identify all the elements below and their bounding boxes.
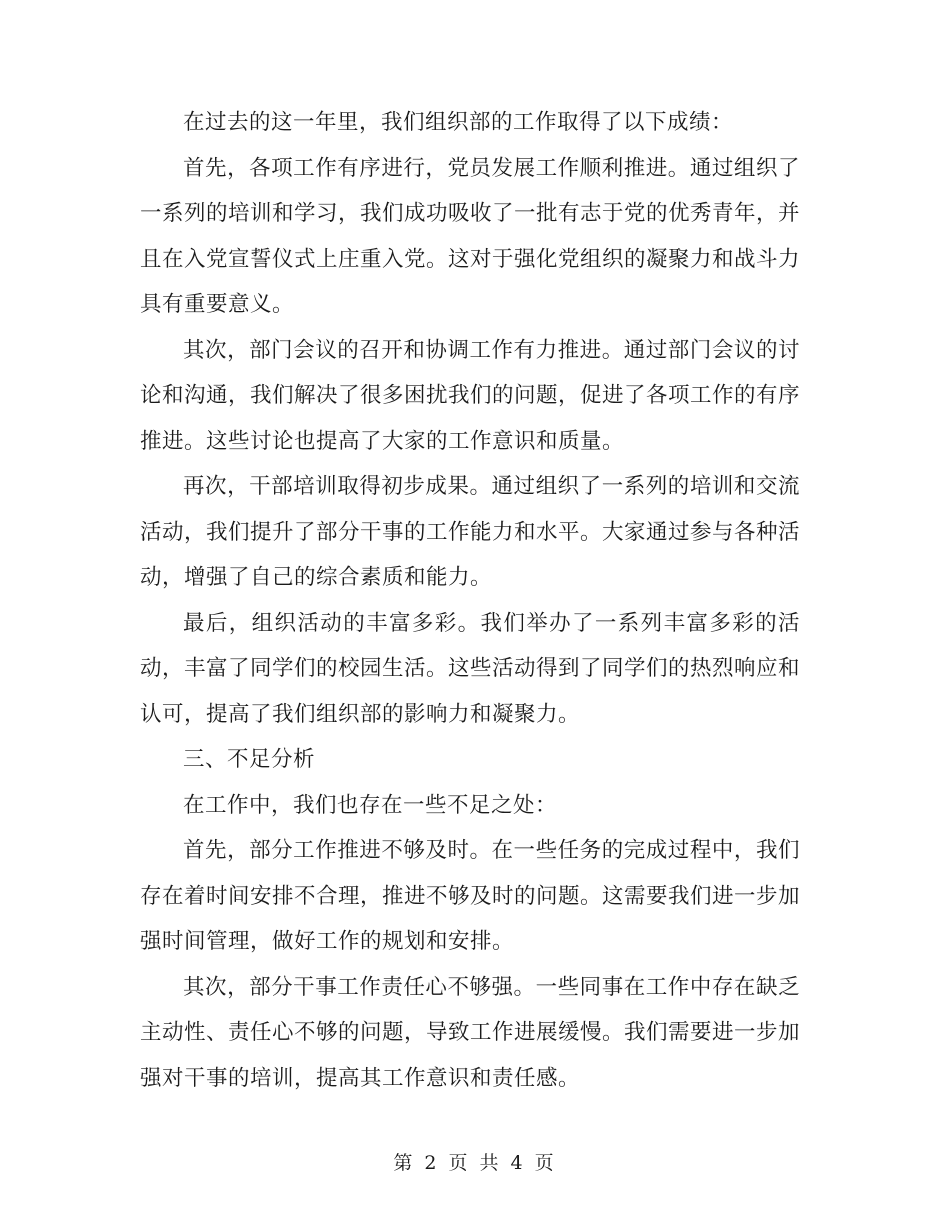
paragraph-intro: 在过去的这一年里，我们组织部的工作取得了以下成绩： [183,110,734,135]
paragraph-shortcomings-intro: 在工作中，我们也存在一些不足之处： [183,792,558,818]
paragraph-second-achievement: 其次，部门会议的召开和协调工作有力推进。通过部门会议的讨论和沟通，我们解决了很多困扰我们的问题，促进了各项工作的有序推进。这些讨论也提高了大家的工作意识和质量。 [140,337,801,454]
page-number-footer: 第 2 页 共 4 页 [393,1152,557,1174]
paragraph-first-achievement: 首先，各项工作有序进行，党员发展工作顺利推进。通过组织了一系列的培训和学习，我们成功吸收了一批有志于党的优秀青年，并且在入党宣誓仪式上庄重入党。这对于强化党组织的凝聚力和战斗力具有重要意义。 [140,155,801,317]
paragraph-second-shortcoming: 其次，部分干事工作责任心不够强。一些同事在工作中存在缺乏主动性、责任心不够的问题，导致工作进展缓慢。我们需要进一步加强对干事的培训，提高其工作意识和责任感。 [140,974,801,1091]
paragraph-first-shortcoming: 首先，部分工作推进不够及时。在一些任务的完成过程中，我们存在着时间安排不合理，推进不够及时的问题。这需要我们进一步加强时间管理，做好工作的规划和安排。 [140,838,801,954]
paragraph-third-achievement: 再次，干部培训取得初步成果。通过组织了一系列的培训和交流活动，我们提升了部分干事的工作能力和水平。大家通过参与各种活动，增强了自己的综合素质和能力。 [140,474,801,590]
section-heading-shortcomings: 三、不足分析 [183,747,316,772]
document-body [140,100,800,1101]
paragraph-fourth-achievement: 最后，组织活动的丰富多彩。我们举办了一系列丰富多彩的活动，丰富了同学们的校园生活。这些活动得到了同学们的热烈响应和认可，提高了我们组织部的影响力和凝聚力。 [140,610,801,727]
